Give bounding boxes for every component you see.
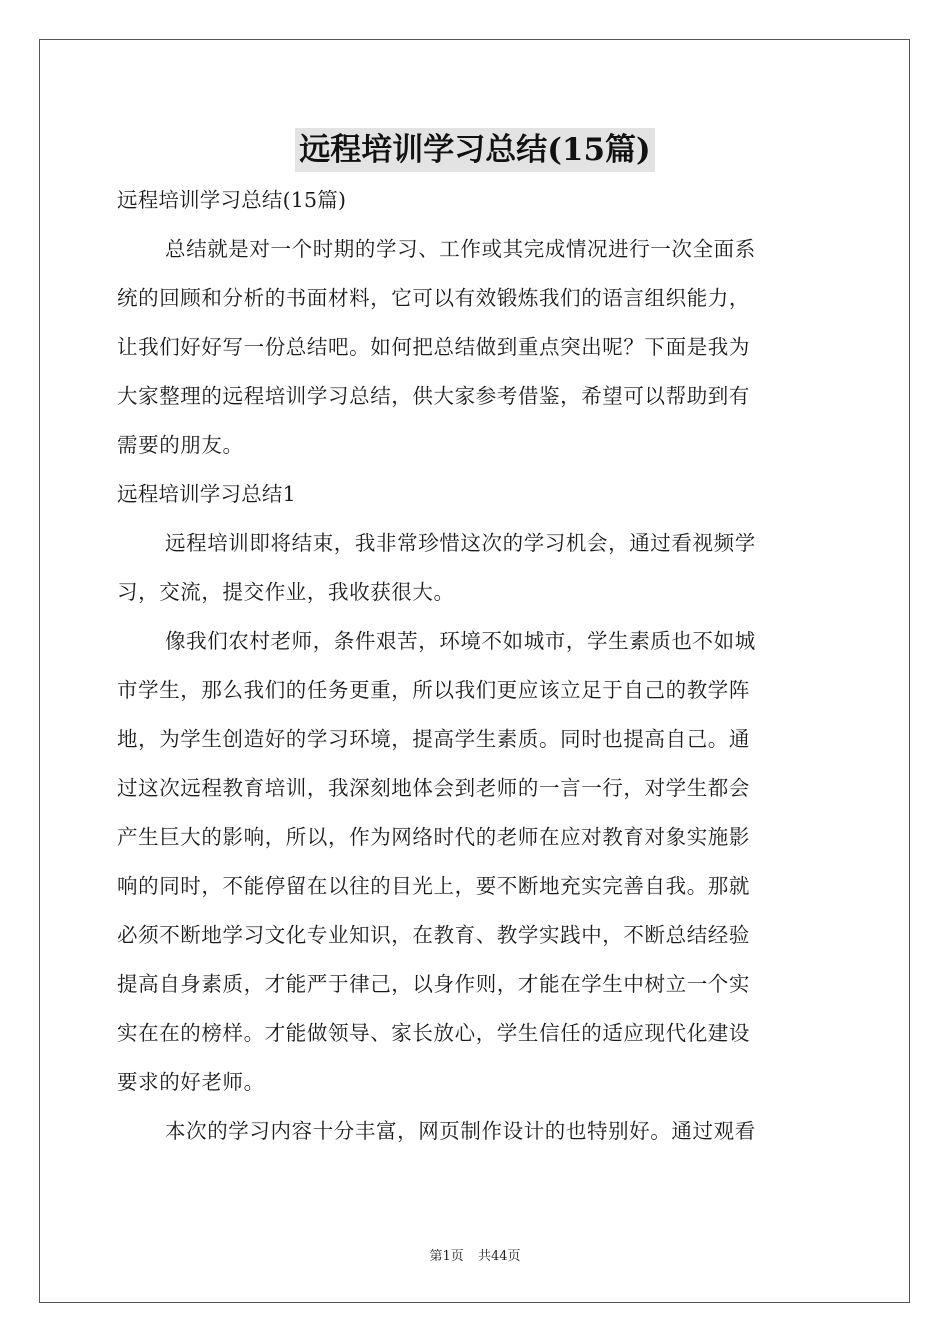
text-line: 远程培训即将结束，我非常珍惜这次的学习机会，通过看视频学 — [165, 531, 756, 555]
text-line: 实在在的榜样。才能做领导、家长放心，学生信任的适应现代化建设 — [117, 1021, 750, 1045]
text-line: 提高自身素质，才能严于律己，以身作则，才能在学生中树立一个实 — [117, 972, 750, 996]
page-number: 第1页 — [429, 1249, 464, 1264]
document-title: 远程培训学习总结(15篇) — [295, 128, 654, 172]
text-line: 总结就是对一个时期的学习、工作或其完成情况进行一次全面系 — [165, 237, 756, 261]
text-line: 过这次远程教育培训，我深刻地体会到老师的一言一行，对学生都会 — [117, 776, 750, 800]
text-line: 大家整理的远程培训学习总结，供大家参考借鉴，希望可以帮助到有 — [117, 384, 750, 408]
text-line: 像我们农村老师，条件艰苦，环境不如城市，学生素质也不如城 — [165, 629, 756, 653]
text-line: 产生巨大的影响，所以，作为网络时代的老师在应对教育对象实施影 — [117, 825, 750, 849]
text-line: 习，交流，提交作业，我收获很大。 — [117, 580, 455, 604]
text-line: 必须不断地学习文化专业知识，在教育、教学实践中，不断总结经验 — [117, 923, 750, 947]
title-container — [0, 128, 950, 172]
page-footer — [0, 1245, 950, 1264]
text-line: 统的回顾和分析的书面材料，它可以有效锻炼我们的语言组织能力， — [117, 286, 750, 310]
text-line: 地，为学生创造好的学习环境，提高学生素质。同时也提高自己。通 — [117, 727, 750, 751]
text-line: 让我们好好写一份总结吧。如何把总结做到重点突出呢？下面是我为 — [117, 335, 750, 359]
document-body — [117, 176, 833, 1156]
text-line: 要求的好老师。 — [117, 1070, 265, 1094]
text-line: 需要的朋友。 — [117, 433, 244, 457]
section-heading: 远程培训学习总结1 — [117, 482, 296, 506]
text-line: 本次的学习内容十分丰富，网页制作设计的也特别好。通过观看 — [165, 1119, 756, 1143]
section-heading: 远程培训学习总结(15篇) — [117, 188, 347, 212]
text-line: 市学生，那么我们的任务更重，所以我们更应该立足于自己的教学阵 — [117, 678, 750, 702]
total-pages: 共44页 — [477, 1249, 521, 1264]
text-line: 响的同时，不能停留在以往的目光上，要不断地充实完善自我。那就 — [117, 874, 750, 898]
